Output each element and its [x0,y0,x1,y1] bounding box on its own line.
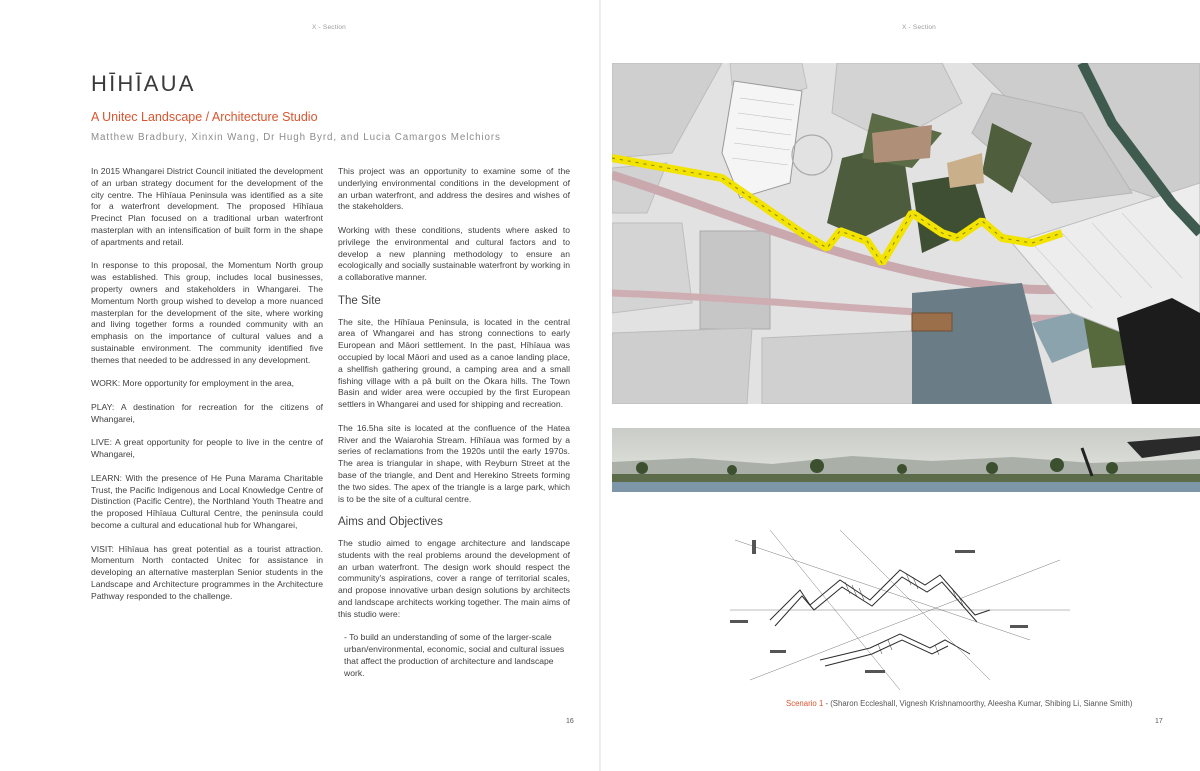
right-page [600,0,1200,771]
page-number-right: 17 [1155,718,1163,725]
theme-learn: LEARN: With the presence of He Puna Marama Charitable Trust, the Pacific Indigenous and Local Knowledge Centre of Distinction (Pacific Centre), the Northland Youth Theatre and the proposed Hīhīaua Cultural Centre, the peninsula could become a cultural and educational hub for Whangarei, [91,472,323,530]
paragraph: This project was an opportunity to examine some of the underlying environmental conditions in the development of an urban waterfront, and address the desires and wishes of the stakeholders. [338,166,570,212]
article-subtitle: A Unitec Landscape / Architecture Studio [91,110,318,124]
bullet-item: - To build an understanding of some of the larger-scale urban/environmental, economic, social and cultural issues that affect the production of architecture and landscape work. [344,632,565,678]
paragraph: The studio aimed to engage architecture and landscape students with the real problems around the development of an urban waterfront. The design work should respect the community's aspirations, cover a range of territorial scales, and propose innovative urban design solutions by architects and landscape architects working together. The main aims of this studio were: [338,537,570,619]
theme-visit: VISIT: Hīhīaua has great potential as a tourist attraction. Momentum North contacted Unitec for assistance in developing an alternative masterplan Senior students in the Landscape and Architecture programmes in the Architecture Pathway responded to the challenge. [91,543,323,601]
paragraph: The 16.5ha site is located at the confluence of the Hatea River and the Waiarohia Stream. Hīhīaua was formed by a series of reclamations from the 1920s until the early 1970s. The area is triangular in shape, with Reyburn Street at the base of the triangle, and Dent and Herekino Streets forming the two sides. The apex of the triangle is a large park, which is to be the site of a cultural centre. [338,422,570,504]
caption-credits: - (Sharon Eccleshall, Vignesh Krishnamoorthy, Aleesha Kumar, Shibing Li, Sianne Smith) [823,699,1133,708]
figure-caption [786,699,1132,708]
paragraph: The site, the Hīhīaua Peninsula, is located in the central area of Whangarei and has strong connections to early European and Māori settlement. In the past, Hīhīaua was occupied by local Māori and used as a canoe landing place, a shellfish gathering ground, a camping area and a small fishing village with a pā built on the Ōkara hills. The Town Basin and wider area were occupied by the first European settlers in Whangarei and used for shipping and recreation. [338,316,570,410]
site-plan-figure [612,63,1200,404]
concept-sketch-figure [730,530,1070,690]
text-column-2 [338,166,570,691]
article-title: HĪHĪAUA [91,71,196,96]
theme-live: LIVE: A great opportunity for people to live in the centre of Whangarei, [91,437,323,460]
section-elevation-drawing [612,428,1200,492]
running-head-right: X - Section [902,24,936,31]
theme-play: PLAY: A destination for recreation for the citizens of Whangarei, [91,401,323,424]
site-plan-drawing [612,63,1200,404]
caption-label: Scenario 1 [786,699,824,708]
theme-work: WORK: More opportunity for employment in the area, [91,378,294,389]
page-number-left: 16 [566,718,574,725]
section-elevation-figure [612,428,1200,492]
article-authors: Matthew Bradbury, Xinxin Wang, Dr Hugh Byrd, and Lucia Camargos Melchiors [91,132,501,143]
running-head-left: X - Section [312,24,346,31]
section-heading-aims: Aims and Objectives [338,516,443,529]
text-column-1 [91,166,323,614]
paragraph: In 2015 Whangarei District Council initiated the development of an urban strategy document for the development of the city centre. The Hīhīaua Peninsula was identified as a site for a waterfront development. The proposed Hīhīaua Precinct Plan focused on a traditional urban waterfront masterplan with an intensification of built form in the shape of apartments and retail. [91,166,323,247]
paragraph: In response to this proposal, the Momentum North group was established. This group, includes local businesses, property owners and stakeholders in Whangarei. The Momentum North group wished to develop a more nuanced masterplan for the development of the site, where working and living together forms a rounded community with an emphasis on the importance of cultural values and a sustainable environment. The community identified five themes that needed to be addressed in any development. [91,260,323,365]
paragraph: Working with these conditions, students where asked to privilege the environmental and cultural factors and to develop a new planning methodology to ensure an ecologically and socially sustainable waterfront by working in a collaborative manner. [338,224,570,283]
concept-sketch-drawing [730,530,1070,690]
section-heading-site: The Site [338,294,381,307]
